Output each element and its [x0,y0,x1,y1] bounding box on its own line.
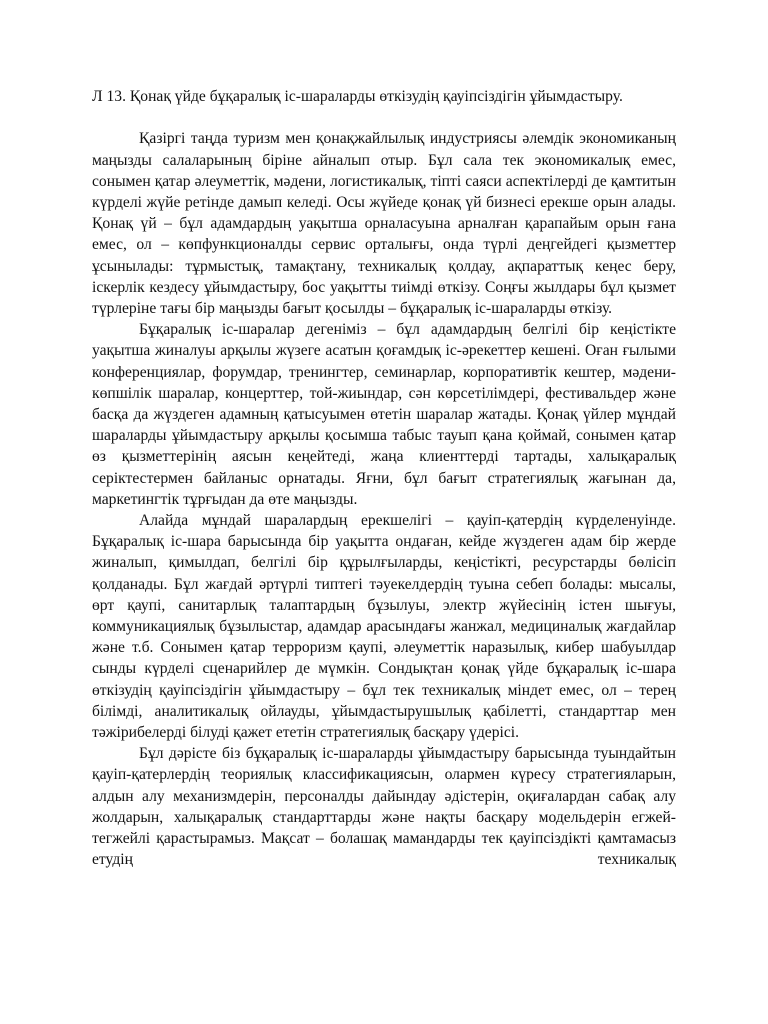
paragraph-lecture-goals: Бұл дәрісте біз бұқаралық іс-шараларды ұйымдастыру барысында туындайтын қауіп-қатерлердің теориялық классификациясын, олармен күресу стратегияларын, алдын алу механизмдерін, персоналды дайындау әдістерін, оқиғалардан сабақ алу жолдарын, халықаралық стандарттарды және нақты басқару модельдерін егжей-тегжейлі қарастырамыз. Мақсат – болашақ мамандарды тек қауіпсіздікті қамтамасыз етудің техникалық [92,745,676,869]
title-spacer [92,107,676,128]
document-page [92,86,676,871]
lecture-title: Л 13. Қонақ үйде бұқаралық іс-шараларды өткізудің қауіпсіздігін ұйымдастыру. [92,88,623,105]
paragraph-intro: Қазіргі таңда туризм мен қонақжайлылық индустриясы әлемдік экономиканың маңызды салаларының біріне айналып отыр. Бұл сала тек экономикалық емес, сонымен қатар әлеуметтік, мәдени, логистикалық, тіпті саяси аспектілерді де қамтитын күрделі жүйе ретінде дамып келеді. Осы жүйеде қонақ үй бизнесі ерекше орын алады. Қонақ үй – бұл адамдардың уақытша орналасуына арналған қарапайым орын ғана емес, ол – көпфункционалды сервис орталығы, онда түрлі деңгейдегі қызметтер ұсынылады: тұрмыстық, тамақтану, техникалық қолдау, ақпараттық кеңес беру, іскерлік кездесу ұйымдастыру, бос уақытты тиімді өткізу. Соңғы жылдары бұл қызмет түрлеріне тағы бір маңызды бағыт қосылды – бұқаралық іс-шараларды өткізу. [92,130,676,318]
paragraph-mass-events-definition: Бұқаралық іс-шаралар дегеніміз – бұл адамдардың белгілі бір кеңістікте уақытша жиналуы арқылы жүзеге асатын қоғамдық іс-әрекеттер кешені. Оған ғылыми конференциялар, форумдар, тренингтер, семинарлар, корпоративтік кештер, мәдени-көпшілік шаралар, концерттер, той-жиындар, сән көрсетілімдері, фестивальдер және басқа да жүздеген адамның қатысуымен өтетін шаралар жатады. Қонақ үйлер мұндай шараларды ұйымдастыру арқылы қосымша табыс тауып қана қоймай, сонымен қатар өз қызметтерінің аясын кеңейтеді, жаңа клиенттерді тартады, халықаралық серіктестермен байланыс орнатады. Яғни, бұл бағыт стратегиялық жағынан да, маркетингтік тұрғыдан да өте маңызды. [92,321,676,508]
paragraph-risks: Алайда мұндай шаралардың ерекшелігі – қауіп-қатердің күрделенуінде. Бұқаралық іс-шара барысында бір уақытта ондаған, кейде жүздеген адам бір жерде жиналып, қимылдап, белгілі бір құрылғыларды, кеңістікті, ресурстарды бөлісіп қолданады. Бұл жағдай әртүрлі типтегі тәуекелдердің туына себеп болады: мысалы, өрт қаупі, санитарлық талаптардың бұзылуы, электр жүйесінің істен шығуы, коммуникациялық бұзылыстар, адамдар арасындағы жанжал, медициналық жағдайлар және т.б. Сонымен қатар терроризм қаупі, әлеуметтік наразылық, кибер шабуылдар сынды күрделі сценарийлер де мүмкін. Сондықтан қонақ үйде бұқаралық іс-шара өткізудің қауіпсіздігін ұйымдастыру – бұл тек техникалық міндет емес, ол – терең білімді, аналитикалық ойлауды, ұйымдастырушылық қабілетті, стандарттар мен тәжірибелерді білуді қажет ететін стратегиялық басқару үдерісі. [92,512,676,742]
